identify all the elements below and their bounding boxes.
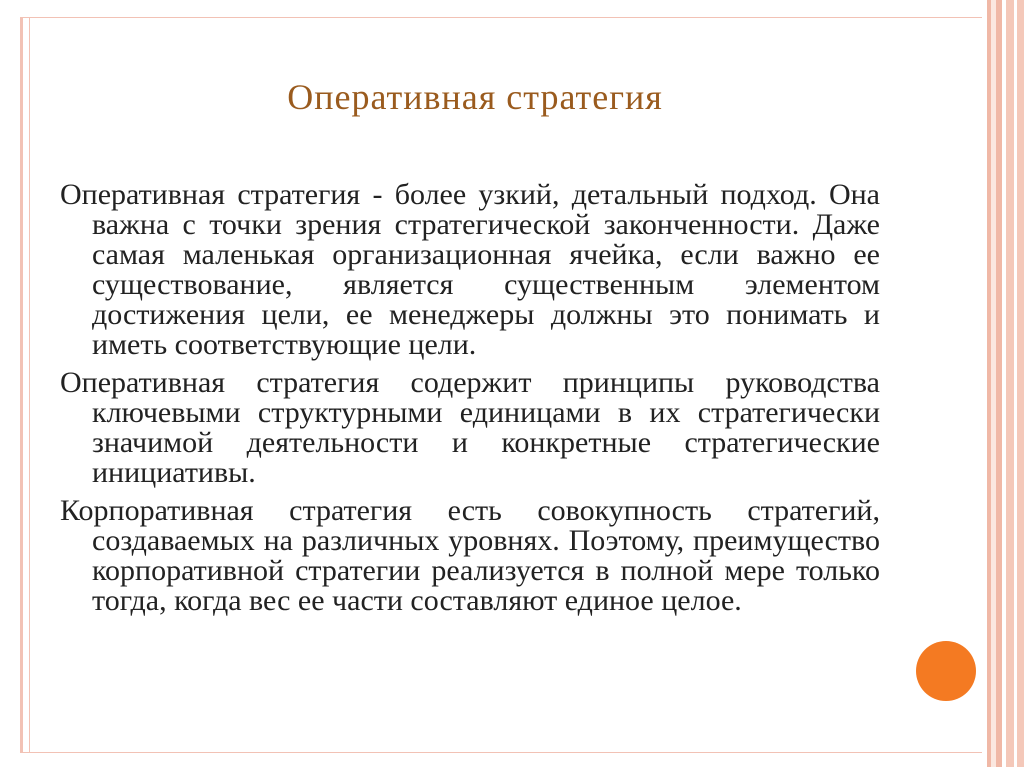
frame-left-thin-line bbox=[29, 18, 30, 753]
frame-bottom-line bbox=[20, 752, 985, 753]
frame-left-line bbox=[20, 18, 23, 753]
paragraph: Корпоративная стратегия есть совокупность стратегий, создаваемых на различных уровнях. Поэтому, преимущество корпоративной стратегии реализуется в полной мере только тогда, когда вес ее части составляют единое целое. bbox=[60, 494, 880, 617]
slide-body bbox=[60, 180, 880, 624]
frame-top-line bbox=[20, 17, 985, 18]
paragraph: Оперативная стратегия содержит принципы руководства ключевыми структурными единицами в их стратегически значимой деятельности и конкретные стратегические инициативы. bbox=[60, 366, 880, 489]
decorative-circle-icon bbox=[916, 641, 976, 701]
paragraph: Оперативная стратегия - более узкий, детальный подход. Она важна с точки зрения стратегической законченности. Даже самая маленькая организационная ячейка, если важно ее существование, является существенным элементом достижения цели, ее менеджеры должны это понимать и иметь соответствующие цели. bbox=[60, 178, 880, 361]
frame-right-stripes bbox=[982, 0, 1024, 767]
slide-title: Оперативная стратегия bbox=[287, 77, 663, 117]
